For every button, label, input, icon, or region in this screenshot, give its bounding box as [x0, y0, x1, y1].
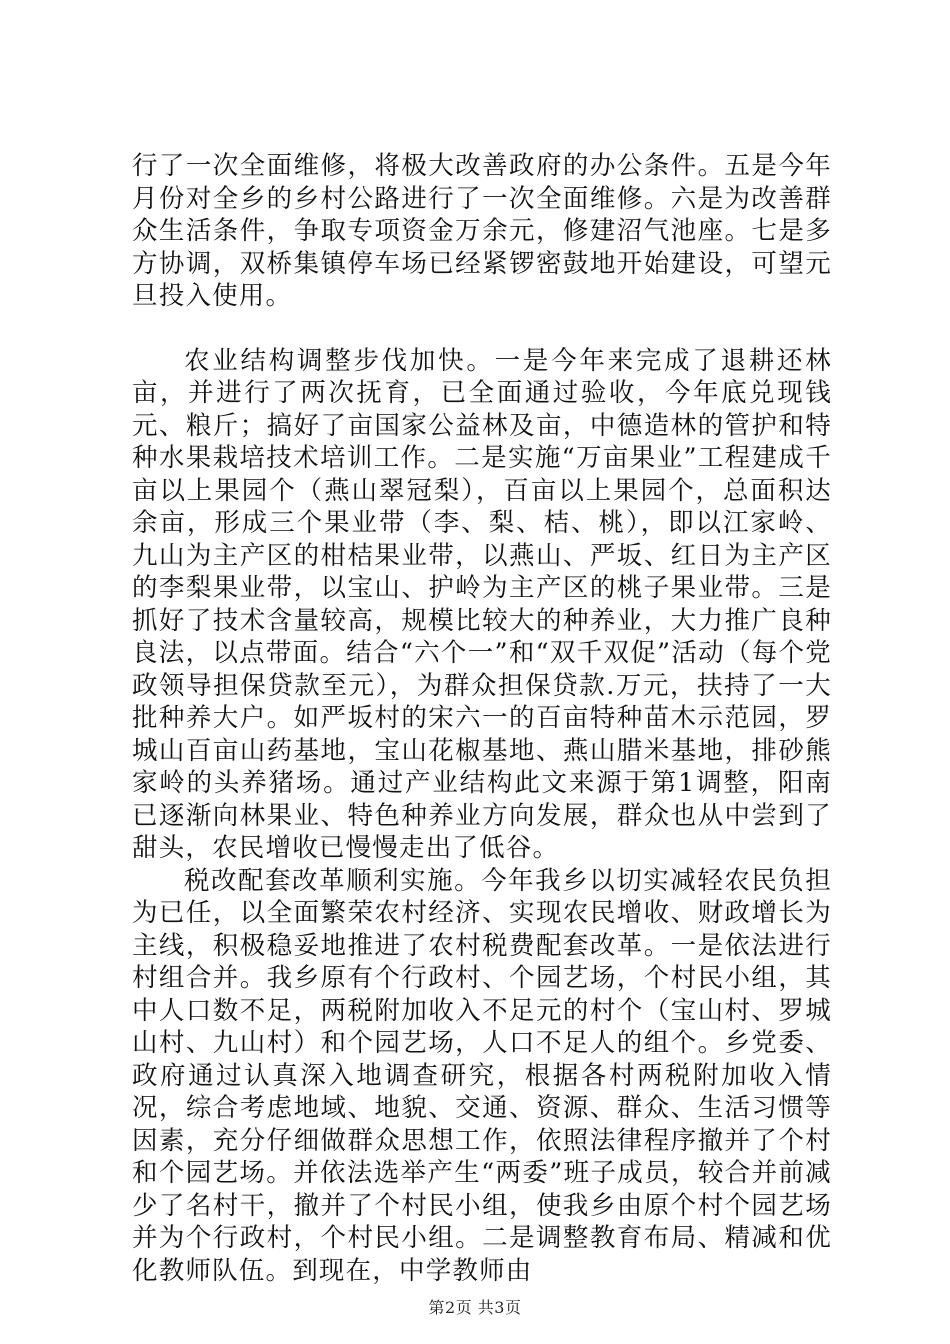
paragraph-gap — [132, 313, 832, 345]
page-number-footer: 第2页 共3页 — [428, 1298, 522, 1317]
document-body — [132, 150, 832, 1287]
paragraph-tax-reform: 税改配套改革顺利实施。今年我乡以切实减轻农民负担为已任，以全面繁荣农村经济、实现农民增收、财政增长为主线，积极稳妥地推进了农村税费配套改革。一是依法进行村组合并。我乡原有个行政村、个园艺场，个村民小组，其中人口数不足，两税附加收入不足元的村个（宝山村、罗城山村、九山村）和个园艺场，人口不足人的组个。乡党委、政府通过认真深入地调查研究，根据各村两税附加收入情况，综合考虑地域、地貌、交通、资源、群众、生活习惯等因素，充分仔细做群众思想工作，依照法律程序撤并了个村和个园艺场。并依法选举产生“两委”班子成员，较合并前减少了名村干，撤并了个村民小组，使我乡由原个村个园艺场并为个行政村，个村民小组。二是调整教育布局、精减和优化教师队伍。到现在，中学教师由 — [132, 865, 832, 1286]
paragraph-continuation: 行了一次全面维修，将极大改善政府的办公条件。五是今年月份对全乡的乡村公路进行了一次全面维修。六是为改善群众生活条件，争取专项资金万余元，修建沼气池座。七是多方协调，双桥集镇停车场已经紧锣密鼓地开始建设，可望元旦投入使用。 — [132, 151, 832, 311]
paragraph-agriculture: 农业结构调整步伐加快。一是今年来完成了退耕还林亩，并进行了两次抚育，已全面通过验收，今年底兑现钱元、粮斤；搞好了亩国家公益林及亩，中德造林的管护和特种水果栽培技术培训工作。二是实施“万亩果业”工程建成千亩以上果园个（燕山翠冠梨），百亩以上果园个，总面积达余亩，形成三个果业带（李、梨、桔、桃），即以江家岭、九山为主产区的柑桔果业带，以燕山、严坂、红日为主产区的李梨果业带，以宝山、护岭为主产区的桃子果业带。三是抓好了技术含量较高，规模比较大的种养业，大力推广良种良法，以点带面。结合“六个一”和“双千双促”活动（每个党政领导担保贷款至元），为群众担保贷款.万元，扶持了一大批种养大户。如严坂村的宋六一的百亩特种苗木示范园，罗城山百亩山药基地，宝山花椒基地、燕山腊米基地，排砂熊家岭的头养猪场。通过产业结构此文来源于第1调整，阳南已逐渐向林果业、特色种养业方向发展，群众也从中尝到了甜头，农民增收已慢慢走出了低谷。 — [132, 345, 832, 863]
